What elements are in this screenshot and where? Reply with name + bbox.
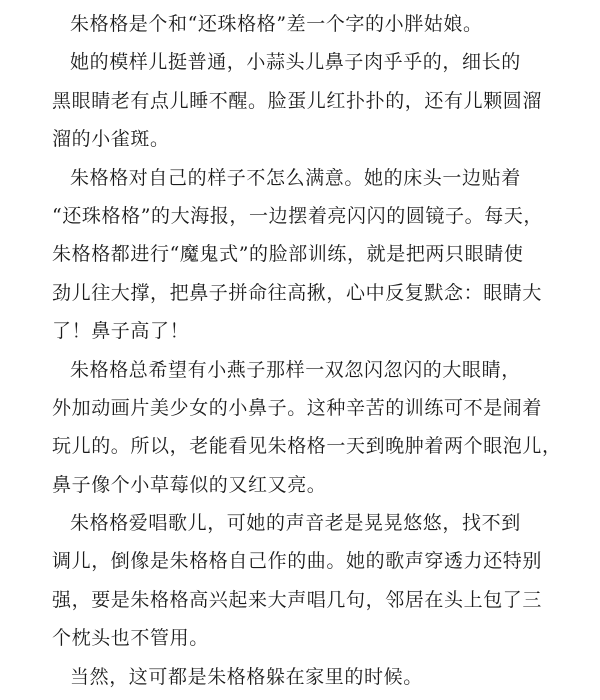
paragraph-line: “还珠格格”的大海报，一边摆着亮闪闪的圆镜子。每天， bbox=[52, 204, 544, 227]
paragraph-line: 她的模样儿挺普通，小蒜头儿鼻子肉乎乎的，细长的 bbox=[70, 51, 521, 74]
story-text bbox=[52, 5, 572, 696]
paragraph-line: 黑眼睛老有点儿睡不醒。脸蛋儿红扑扑的，还有儿颗圆溜 bbox=[52, 89, 543, 112]
paragraph-line: 个枕头也不管用。 bbox=[52, 627, 209, 650]
paragraph-line: 朱格格总希望有小燕子那样一双忽闪忽闪的大眼睛， bbox=[70, 358, 521, 381]
paragraph-line: 当然，这可都是朱格格躲在家里的时候。 bbox=[70, 665, 423, 688]
paragraph-line: 外加动画片美少女的小鼻子。这种辛苦的训练可不是闹着 bbox=[52, 396, 543, 419]
paragraph-6 bbox=[52, 658, 572, 696]
paragraph-5 bbox=[52, 504, 572, 658]
paragraph-3 bbox=[52, 159, 572, 351]
paragraph-1 bbox=[52, 5, 572, 43]
paragraph-4 bbox=[52, 351, 572, 505]
paragraph-line: 朱格格爱唱歌儿，可她的声音老是晃晃悠悠，找不到 bbox=[70, 512, 521, 535]
paragraph-line: 劲儿往大撑，把鼻子拼命往高揪，心中反复默念：眼睛大 bbox=[52, 281, 543, 304]
paragraph-line: 朱格格都进行“魔鬼式”的脸部训练，就是把两只眼睛使 bbox=[52, 243, 524, 266]
paragraph-line: 调儿，倒像是朱格格自己作的曲。她的歌声穿透力还特别 bbox=[52, 550, 543, 573]
paragraph-line: 溜的小雀斑。 bbox=[52, 128, 170, 151]
paragraph-line: 朱格格是个和“还珠格格”差一个字的小胖姑娘。 bbox=[70, 13, 483, 35]
paragraph-line: 鼻子像个小草莓似的又红又亮。 bbox=[52, 473, 327, 496]
paragraph-line: 强，要是朱格格高兴起来大声唱几句，邻居在头上包了三 bbox=[52, 588, 543, 611]
paragraph-2 bbox=[52, 43, 572, 158]
paragraph-line: 朱格格对自己的样子不怎么满意。她的床头一边贴着 bbox=[70, 166, 521, 189]
paragraph-line: 玩儿的。所以，老能看见朱格格一天到晚肿着两个眼泡儿， bbox=[52, 435, 562, 458]
paragraph-line: 了！鼻子高了！ bbox=[52, 320, 190, 343]
